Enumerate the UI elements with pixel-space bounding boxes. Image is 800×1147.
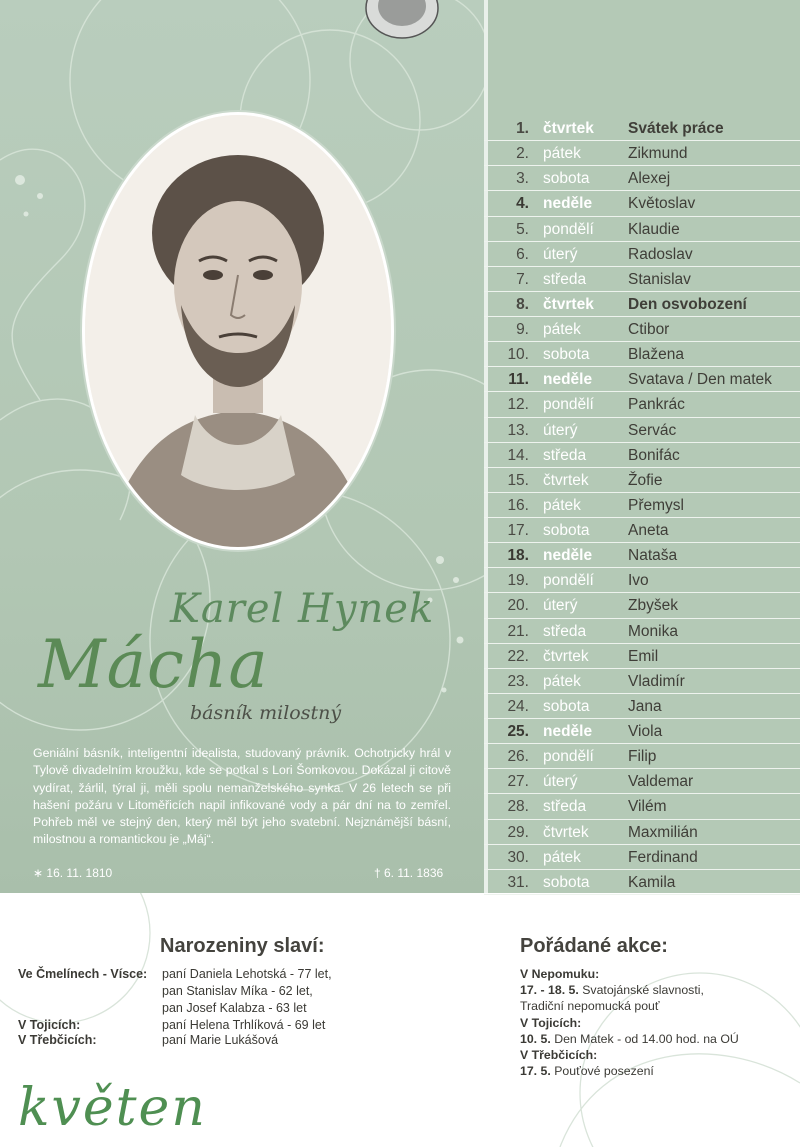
weekday-name: středa — [543, 622, 587, 640]
left-panel — [0, 0, 484, 893]
birthday-place: Ve Čmelínech - Vísce: — [18, 967, 148, 981]
day-row — [484, 845, 800, 870]
day-row — [484, 191, 800, 216]
event-place: V Třebčicích: — [520, 1048, 598, 1062]
event-item — [520, 1064, 654, 1078]
day-number: 3. — [516, 170, 529, 188]
day-number: 28. — [507, 798, 529, 816]
day-number: 16. — [507, 496, 529, 514]
day-number: 29. — [507, 823, 529, 841]
weekday-name: čtvrtek — [543, 823, 589, 841]
day-row — [484, 392, 800, 417]
weekday-name: úterý — [543, 773, 578, 791]
day-number: 26. — [507, 748, 529, 766]
day-row — [484, 694, 800, 719]
weekday-name: pondělí — [543, 396, 594, 414]
day-row — [484, 669, 800, 694]
day-number: 15. — [507, 471, 529, 489]
day-number: 14. — [507, 446, 529, 464]
weekday-name: neděle — [543, 195, 593, 213]
birthday-place: V Tojicích: — [18, 1018, 81, 1032]
poet-portrait — [82, 112, 394, 550]
day-number: 23. — [507, 672, 529, 690]
event-date: 17. - 18. 5. — [520, 983, 579, 997]
day-row — [484, 719, 800, 744]
name-day: Emil — [628, 647, 659, 665]
birthdays-title: Narozeniny slaví: — [160, 935, 325, 957]
name-day: Ctibor — [628, 321, 670, 338]
day-row — [484, 568, 800, 593]
event-name: Svatojánské slavnosti, — [578, 983, 704, 997]
name-day: Žofie — [628, 471, 663, 489]
name-day: Aneta — [628, 522, 669, 539]
day-number: 8. — [516, 295, 529, 313]
day-row — [484, 870, 800, 895]
day-number: 17. — [507, 522, 529, 539]
day-row — [484, 217, 800, 242]
month-title: květen — [18, 1078, 207, 1138]
portrait-illustration — [85, 115, 391, 547]
name-day: Filip — [628, 748, 657, 766]
weekday-name: sobota — [543, 522, 590, 539]
day-number: 12. — [507, 396, 529, 414]
birthday-person: paní Marie Lukášová — [162, 1033, 279, 1047]
weekday-name: pondělí — [543, 220, 594, 238]
name-day: Ferdinand — [628, 848, 698, 866]
day-row — [484, 518, 800, 543]
name-day: Květoslav — [628, 195, 696, 213]
name-day: Klaudie — [628, 220, 680, 238]
name-day: Vladimír — [628, 672, 685, 690]
day-number: 27. — [507, 773, 529, 791]
day-number: 7. — [516, 270, 529, 288]
day-number: 2. — [516, 145, 529, 163]
day-row — [484, 493, 800, 518]
day-number: 9. — [516, 321, 529, 338]
day-number: 19. — [507, 572, 529, 590]
name-day: Přemysl — [628, 496, 684, 514]
weekday-name: sobota — [543, 697, 590, 715]
weekday-name: sobota — [543, 170, 590, 188]
day-number: 22. — [507, 647, 529, 665]
weekday-name: středa — [543, 270, 587, 288]
weekday-name: neděle — [543, 547, 593, 565]
event-item: Tradiční nepomucká pouť — [520, 999, 660, 1013]
birthday-person: pan Stanislav Míka - 62 let, — [162, 984, 313, 998]
day-row — [484, 644, 800, 669]
weekday-name: neděle — [543, 723, 593, 740]
weekday-name: úterý — [543, 597, 578, 615]
day-row — [484, 543, 800, 568]
day-row — [484, 619, 800, 644]
birthday-person: pan Josef Kalabza - 63 let — [162, 1001, 307, 1015]
name-day: Servác — [628, 421, 677, 439]
name-day: Monika — [628, 622, 678, 640]
day-number: 13. — [507, 421, 529, 439]
day-number: 11. — [508, 371, 529, 389]
day-row — [484, 317, 800, 342]
name-day: Pankrác — [628, 396, 685, 414]
name-day: Zbyšek — [628, 597, 678, 615]
day-row — [484, 820, 800, 845]
day-number: 24. — [507, 697, 529, 715]
name-day: Blažena — [628, 346, 685, 364]
weekday-name: úterý — [543, 421, 578, 439]
poet-biography: Geniální básník, inteligentní idealista, studovaný právník. Ochotnicky hrál v Tylově divadelním kroužku, kde se potkal s Lori Šomkovou. Dokázal ji citově vydírat, žárlil, týral ji, měli spolu nemanželského synka. V 26 letech se při hašení požáru v Litoměřicích napil infikované vody a pár dní na to zemřel. Pohřeb měl ve stejný den, který měl být jeho svatební. Nejznámější básní, milostnou a romantickou je „Máj“. — [33, 746, 451, 847]
weekday-name: pátek — [543, 848, 581, 866]
name-day: Alexej — [628, 170, 671, 188]
name-day: Radoslav — [628, 245, 693, 263]
day-number: 20. — [507, 597, 529, 615]
weekday-name: neděle — [543, 371, 593, 389]
name-day: Jana — [628, 697, 662, 715]
birthday-person: paní Helena Trhlíková - 69 let — [162, 1018, 326, 1032]
day-number: 31. — [507, 873, 529, 891]
day-number: 21. — [507, 622, 529, 640]
event-place: V Tojicích: — [520, 1016, 582, 1030]
name-day: Svátek práce — [628, 120, 724, 137]
day-number: 25. — [507, 723, 529, 740]
day-row — [484, 342, 800, 367]
day-row — [484, 292, 800, 317]
day-number: 18. — [507, 547, 529, 565]
name-day: Svatava / Den matek — [628, 371, 772, 389]
day-row — [484, 769, 800, 794]
day-number: 5. — [516, 220, 529, 238]
weekday-name: pondělí — [543, 748, 594, 766]
day-number: 10. — [507, 346, 529, 364]
weekday-name: pondělí — [543, 572, 594, 590]
day-row — [484, 242, 800, 267]
weekday-name: čtvrtek — [543, 120, 594, 137]
name-day: Bonifác — [628, 446, 680, 464]
weekday-name: úterý — [543, 245, 578, 263]
death-date: † 6. 11. 1836 — [374, 866, 444, 880]
event-place: V Nepomuku: — [520, 967, 600, 981]
event-name: Den Matek - od 14.00 hod. na OÚ — [550, 1032, 739, 1046]
event-item — [520, 1032, 739, 1046]
weekday-name: čtvrtek — [543, 647, 589, 665]
weekday-name: pátek — [543, 672, 581, 690]
day-number: 1. — [516, 120, 529, 137]
day-row — [484, 418, 800, 443]
day-row — [484, 367, 800, 392]
events-title: Pořádané akce: — [520, 935, 668, 957]
name-day: Zikmund — [628, 145, 688, 163]
weekday-name: středa — [543, 798, 587, 816]
day-row — [484, 468, 800, 493]
day-row — [484, 166, 800, 191]
poet-last-name: Mácha — [38, 626, 269, 703]
weekday-name: čtvrtek — [543, 471, 589, 489]
weekday-name: sobota — [543, 873, 590, 891]
weekday-name: pátek — [543, 496, 581, 514]
name-day: Vilém — [628, 798, 667, 816]
name-day: Viola — [628, 723, 663, 740]
name-day: Nataša — [628, 547, 678, 565]
day-row — [484, 267, 800, 292]
day-number: 4. — [516, 195, 529, 213]
poet-first-name: Karel Hynek — [170, 586, 435, 632]
poet-subtitle: básník milostný — [190, 702, 342, 724]
day-number: 30. — [507, 848, 529, 866]
day-row — [484, 744, 800, 769]
name-day: Ivo — [628, 572, 649, 590]
day-row — [484, 116, 800, 141]
weekday-name: pátek — [543, 145, 581, 163]
weekday-name: čtvrtek — [543, 295, 594, 313]
birth-date: ∗ 16. 11. 1810 — [33, 866, 113, 880]
name-day: Maxmilián — [628, 823, 698, 841]
name-day: Kamila — [628, 873, 676, 891]
hanger-disc — [362, 0, 442, 44]
day-list — [484, 116, 800, 895]
day-row — [484, 141, 800, 166]
birthday-place: V Třebčicích: — [18, 1033, 97, 1047]
event-date: 17. 5. — [520, 1064, 551, 1078]
weekday-name: sobota — [543, 346, 590, 364]
day-number: 6. — [516, 245, 529, 263]
birthday-person: paní Daniela Lehotská - 77 let, — [162, 967, 332, 981]
day-row — [484, 593, 800, 618]
weekday-name: středa — [543, 446, 587, 464]
day-row — [484, 443, 800, 468]
name-day: Den osvobození — [628, 295, 747, 313]
day-row — [484, 794, 800, 819]
event-item — [520, 983, 704, 997]
event-date: 10. 5. — [520, 1032, 551, 1046]
event-name: Pouťové posezení — [550, 1064, 654, 1078]
name-day: Stanislav — [628, 270, 691, 288]
name-day: Valdemar — [628, 773, 694, 791]
weekday-name: pátek — [543, 321, 581, 338]
